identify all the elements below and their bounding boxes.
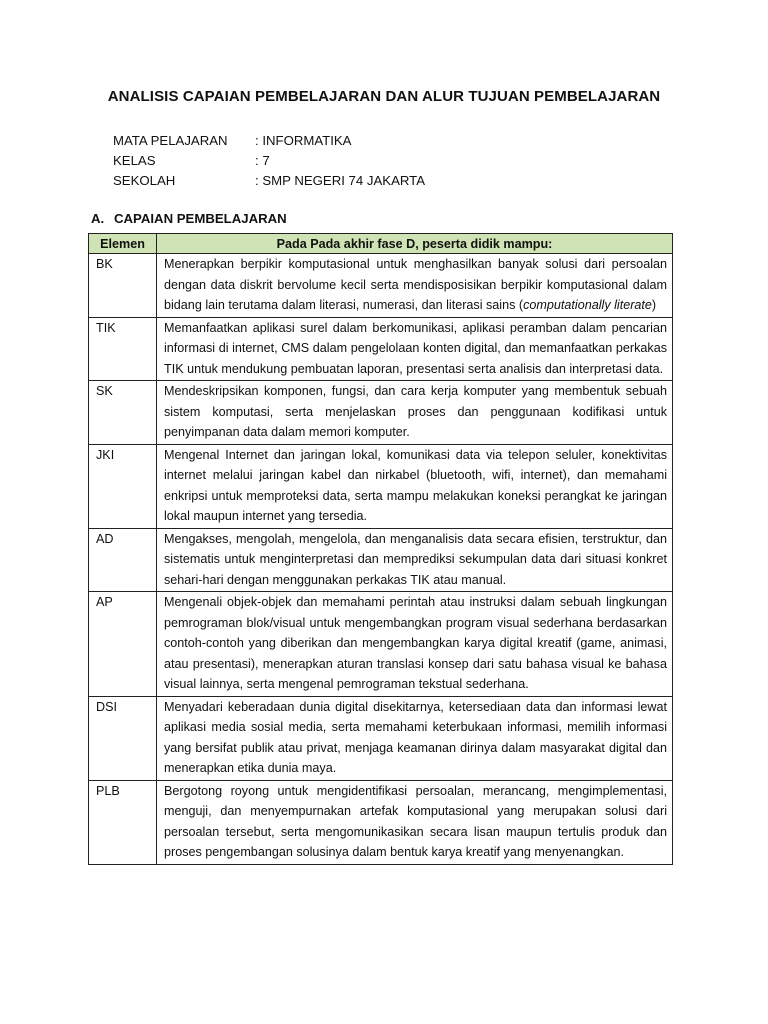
description-text: Menerapkan berpikir komputasional untuk menghasilkan banyak solusi dari persoalan dengan data diskrit bervolume kecil serta mendisposisikan berpikir komputasional dalam bidang lain terutama dalam literasi, numerasi, dan literasi sains (: [164, 257, 667, 312]
learning-outcomes-table: [88, 233, 673, 865]
element-code: PLB: [89, 780, 157, 864]
table-row: [89, 592, 673, 697]
element-code: SK: [89, 381, 157, 445]
meta-key: MATA PELAJARAN: [113, 133, 228, 148]
element-code: AD: [89, 528, 157, 592]
table-row: [89, 528, 673, 592]
table-row: [89, 696, 673, 780]
table-row: [89, 444, 673, 528]
header-description: Pada Pada akhir fase D, peserta didik mampu:: [157, 234, 673, 254]
meta-key: SEKOLAH: [113, 173, 176, 188]
element-description: Menyadari keberadaan dunia digital disekitarnya, ketersediaan data dan informasi lewat aplikasi media sosial media, serta memahami keterbukaan informasi, memilih informasi yang bersifat publik atau privat, menjaga keamanan dirinya dalam masyarakat digital dan menerapkan etika dunia maya.: [157, 696, 673, 780]
element-description: Mendeskripsikan komponen, fungsi, dan cara kerja komputer yang membentuk sebuah sistem komputasi, serta menjelaskan proses dan penggunaan kodifikasi untuk penyimpanan data dalam memori komputer.: [157, 381, 673, 445]
document-meta: [113, 131, 425, 191]
element-code: TIK: [89, 317, 157, 381]
section-title: CAPAIAN PEMBELAJARAN: [114, 211, 287, 226]
section-heading: [91, 211, 287, 226]
meta-row-school: [113, 171, 425, 191]
document-title: ANALISIS CAPAIAN PEMBELAJARAN DAN ALUR TUJUAN PEMBELAJARAN: [107, 88, 661, 105]
element-code: BK: [89, 254, 157, 318]
table-row: [89, 317, 673, 381]
element-description: Mengenali objek-objek dan memahami perintah atau instruksi dalam sebuah lingkungan pemrograman blok/visual untuk mengembangkan program visual sederhana berdasarkan contoh-contoh yang diberikan dan mengembangkan karya digital kreatif (game, animasi, atau presentasi), menerapkan aturan translasi konsep dari satu bahasa visual ke bahasa visual lainnya, serta mengenal pemrograman tekstual sederhana.: [157, 592, 673, 697]
meta-key: KELAS: [113, 153, 156, 168]
element-code: JKI: [89, 444, 157, 528]
table-row: [89, 780, 673, 864]
element-code: DSI: [89, 696, 157, 780]
meta-row-subject: [113, 131, 425, 151]
meta-row-class: [113, 151, 425, 171]
meta-value: : SMP NEGERI 74 JAKARTA: [255, 173, 426, 188]
description-tail: ): [651, 298, 657, 312]
table-header-row: [89, 234, 673, 254]
element-description: Bergotong royong untuk mengidentifikasi persoalan, merancang, mengimplementasi, menguji, dan menyempurnakan artefak komputasional yang merupakan solusi dari persoalan tersebut, serta mengomunikasikan secara lisan maupun tertulis produk dan proses pengembangan solusinya dalam bentuk karya kreatif yang menyenangkan.: [157, 780, 673, 864]
meta-value: : 7: [255, 153, 270, 168]
meta-value: : INFORMATIKA: [255, 133, 352, 148]
section-number: A.: [91, 211, 105, 226]
element-description: Mengenal Internet dan jaringan lokal, komunikasi data via telepon seluler, konektivitas internet melalui jaringan kabel dan nirkabel (bluetooth, wifi, internet), dan memahami enkripsi untuk memproteksi data, serta mampu melakukan koneksi perangkat ke jaringan lokal maupun internet yang tersedia.: [157, 444, 673, 528]
element-description: [157, 254, 673, 318]
header-element: Elemen: [89, 234, 157, 254]
table-row: [89, 381, 673, 445]
description-italic: computationally literate: [523, 298, 652, 312]
table-row: [89, 254, 673, 318]
element-description: Mengakses, mengolah, mengelola, dan menganalisis data secara efisien, terstruktur, dan sistematis untuk menginterpretasi dan memprediksi sekumpulan data dari situasi konkret sehari-hari dengan menggunakan perkakas TIK atau manual.: [157, 528, 673, 592]
element-code: AP: [89, 592, 157, 697]
element-description: Memanfaatkan aplikasi surel dalam berkomunikasi, aplikasi peramban dalam pencarian informasi di internet, CMS dalam pengelolaan konten digital, dan memanfaatkan perkakas TIK untuk mendukung pembuatan laporan, presentasi serta analisis dan interpretasi data.: [157, 317, 673, 381]
